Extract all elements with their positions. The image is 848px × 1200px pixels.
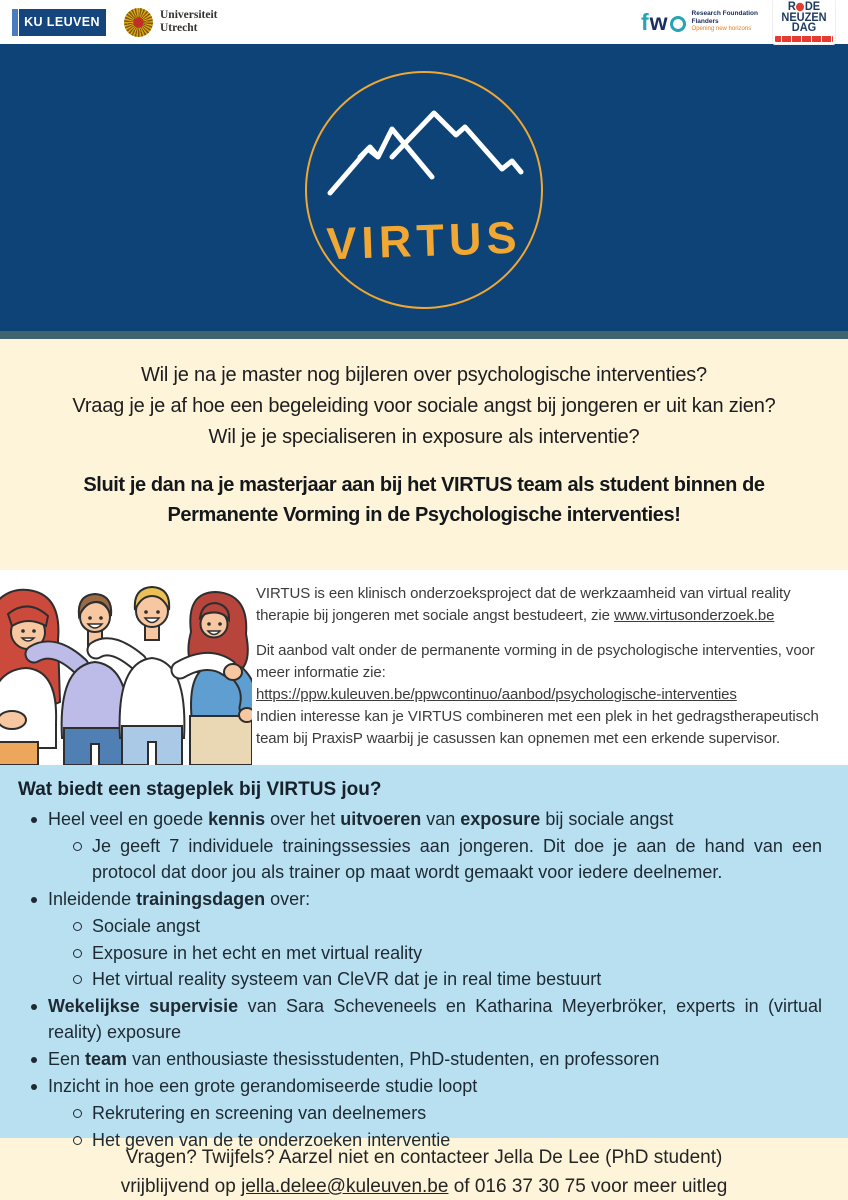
fwo-o-icon [670,16,686,32]
red-nose-icon [796,3,804,11]
offer-subitem: Sociale angst [48,914,822,940]
offer-item5-text: Inzicht in hoe een grote gerandomiseerde studie loopt [48,1076,478,1097]
offer-item1-text3: van [421,809,461,829]
virtusonderzoek-link[interactable]: www.virtusonderzoek.be [613,607,775,625]
call-line2: Permanente Vorming in de Psychologische interventies! [167,504,681,526]
fwo-tagline-line2: Flanders [691,18,719,26]
about-p1-text: VIRTUS is een klinisch onderzoeksproject dat de werkzaamheid van virtual reality therapie bij jongeren met sociale angst bestudeert, zie [256,585,791,625]
offer-item4-text: Een [48,1049,86,1070]
offer-item1-bold2: uitvoeren [340,809,422,829]
contact-line2-pre: vrijblijvend op [120,1176,242,1197]
header-bar [0,0,848,44]
utrecht-line1: Universiteit [160,9,218,22]
contact-line2 [0,1172,848,1200]
utrecht-line2: Utrecht [160,22,198,34]
ku-leuven-logo [12,9,106,36]
ku-leuven-wordmark: KU LEUVEN [24,15,100,29]
about-paragraph-2 [256,640,826,750]
offer-section [0,765,848,1150]
offer-item-supervisie [18,994,822,1046]
offer-item-inzicht [18,1074,822,1154]
about-p2-text: Dit aanbod valt onder de permanente vorming in de psychologische interventies, voor meer informatie zie: [256,642,815,682]
offer-item1-text4: bij sociale angst [540,809,674,829]
rode-neuzen-line3: DAG [791,21,817,35]
call-line1: Sluit je dan na je masterjaar aan bij het VIRTUS team als student binnen de [83,474,765,496]
offer-item1-text2: over het [265,809,341,829]
teal-divider [0,331,848,339]
rode-neuzen-dag-logo [772,0,836,45]
call-to-action [0,470,848,530]
about-p2-rest: Indien interesse kan je VIRTUS combineren met een plek in het gedragstherapeutisch team bij PraxisP waarbij je casussen kan opnemen met een erkende supervisor. [256,708,819,748]
fwo-wordmark-f: f [640,8,649,35]
offer-item2-text2: over: [265,888,311,909]
offer-sublist-2 [48,914,822,994]
offer-item2-text: Inleidende [48,888,137,909]
offer-item-trainingsdagen [18,887,822,994]
team-illustration-svg [0,570,252,765]
fwo-tagline-line1: Research Foundation [691,10,758,18]
offer-item4-text2: van enthousiaste thesisstudenten, PhD-studenten, en professoren [127,1049,660,1070]
offer-subitem: Het virtual reality systeem van CleVR dat je in real time bestuurt [48,967,822,993]
offer-subitem: Exposure in het echt en met virtual reality [48,941,822,967]
virtus-wordmark: VIRTUS [325,211,523,269]
offer-item1-bold3: exposure [460,809,541,829]
rode-neuzen-bar-icon [775,36,833,42]
intro-question-3: Wil je je specialiseren in exposure als interventie? [208,426,640,448]
offer-list [18,807,822,1154]
offer-subitem: Het geven van de te onderzoeken interventie [48,1128,822,1154]
hero-banner [0,44,848,331]
header-right-logos [641,0,836,45]
about-section [0,570,848,765]
offer-item1-text: Heel veel en goede [48,809,209,829]
intro-question-1: Wil je na je master nog bijleren over psychologische interventies? [141,364,707,386]
intro-question-2: Vraag je je af hoe een begeleiding voor sociale angst bij jongeren er uit kan zien? [72,395,776,417]
contact-line2-post: of 016 37 30 75 voor meer uitleg [448,1176,728,1197]
about-paragraph-1 [256,583,826,627]
utrecht-logo [124,8,217,37]
utrecht-sun-icon [124,8,153,37]
rode-neuzen-line2: NEUZEN [781,11,827,25]
offer-item3-bold: Wekelijkse supervisie [48,996,239,1017]
fwo-logo [641,10,758,34]
email-link[interactable]: jella.delee@kuleuven.be [241,1176,449,1197]
about-text [252,570,848,765]
rode-r: R [787,1,796,14]
offer-item3-text: van Sara Scheveneels en Katharina Meyerbröker, experts in (virtual reality) exposure [48,996,822,1043]
ppw-kuleuven-link[interactable]: https://ppw.kuleuven.be/ppwcontinuo/aanbod/psychologische-interventies [256,686,737,704]
offer-item-team [18,1047,822,1073]
offer-heading: Wat biedt een stageplek bij VIRTUS jou? [18,779,382,800]
mountains-icon [316,89,532,205]
rode-de: DE [804,1,821,14]
contact-line1: Vragen? Twijfels? Aarzel niet en contacteer Jella De Lee (PhD student) [125,1147,723,1168]
header-left-logos [12,8,217,37]
offer-sublist-1 [48,834,822,886]
offer-subitem: Rekrutering en screening van deelnemers [48,1101,822,1127]
offer-item2-bold: trainingsdagen [136,888,266,909]
offer-subitem: Je geeft 7 individuele trainingssessies aan jongeren. Dit doe je aan de hand van een protocol dat door jou als trainer op maat wordt gemaakt voor iedere deelnemer. [48,834,822,886]
virtus-logo [305,71,543,309]
offer-item4-bold: team [85,1049,128,1070]
fwo-wordmark-w: w [649,8,668,35]
fwo-tagline-line3: Opening new horizons [691,26,752,33]
offer-sublist-5 [48,1101,822,1154]
team-illustration [0,570,252,765]
offer-item-kennis [18,807,822,886]
utrecht-wordmark [160,9,217,35]
intro-section [0,339,848,570]
fwo-tagline [692,10,758,34]
offer-item1-bold1: kennis [208,809,266,829]
